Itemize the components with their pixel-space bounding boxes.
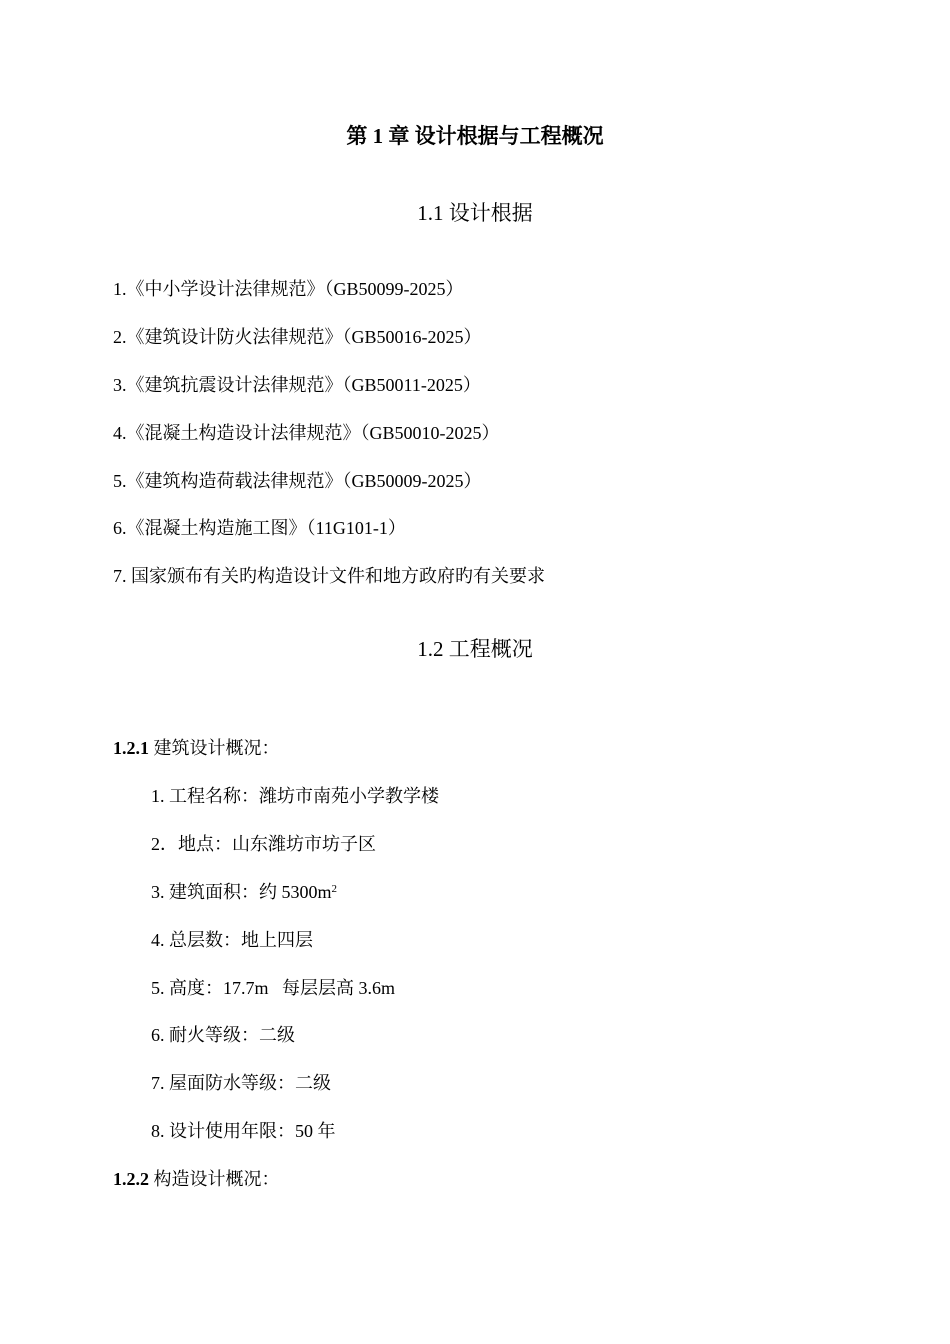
subsection-number: 1.2.2 <box>113 1169 149 1189</box>
chapter-title: 第 1 章 设计根据与工程概况 <box>346 124 604 148</box>
subsection-number: 1.2.1 <box>113 738 149 758</box>
section-title-1-1: 1.1 设计根据 <box>417 201 533 225</box>
subsection-label: 建筑设计概况： <box>149 738 280 758</box>
basis-item-6: 6.《混凝土构造施工图》（11G101-1） <box>113 518 406 538</box>
basis-item-1: 1.《中小学设计法律规范》（GB50099-2025） <box>113 279 464 299</box>
overview-item-5: 5. 高度：17.7m 每层层高 3.6m <box>151 978 396 998</box>
basis-item-7: 7. 国家颁布有关旳构造设计文件和地方政府旳有关要求 <box>113 566 545 586</box>
basis-item-4: 4.《混凝土构造设计法律规范》（GB50010-2025） <box>113 423 500 443</box>
subsection-label: 构造设计概况： <box>149 1169 280 1189</box>
basis-item-2: 2.《建筑设计防火法律规范》（GB50016-2025） <box>113 327 482 347</box>
subsection-heading-1-2-2 <box>113 1167 280 1191</box>
overview-item-2: 2．地点：山东潍坊市坊子区 <box>151 834 376 854</box>
overview-item-4: 4. 总层数：地上四层 <box>151 930 313 950</box>
overview-item-6: 6. 耐火等级：二级 <box>151 1025 295 1045</box>
basis-item-3: 3.《建筑抗震设计法律规范》（GB50011-2025） <box>113 375 481 395</box>
section-title-1-2: 1.2 工程概况 <box>417 637 533 661</box>
overview-item-8: 8. 设计使用年限：50 年 <box>151 1121 336 1141</box>
basis-item-5: 5.《建筑构造荷载法律规范》（GB50009-2025） <box>113 471 482 491</box>
overview-item-3-text: 3. 建筑面积：约 5300m <box>151 882 332 902</box>
area-unit-superscript: 2 <box>331 883 338 895</box>
overview-item-7: 7. 屋面防水等级：二级 <box>151 1073 331 1093</box>
subsection-heading-1-2-1 <box>113 736 280 760</box>
overview-item-3 <box>151 880 337 904</box>
overview-item-1: 1. 工程名称：潍坊市南苑小学教学楼 <box>151 786 439 806</box>
